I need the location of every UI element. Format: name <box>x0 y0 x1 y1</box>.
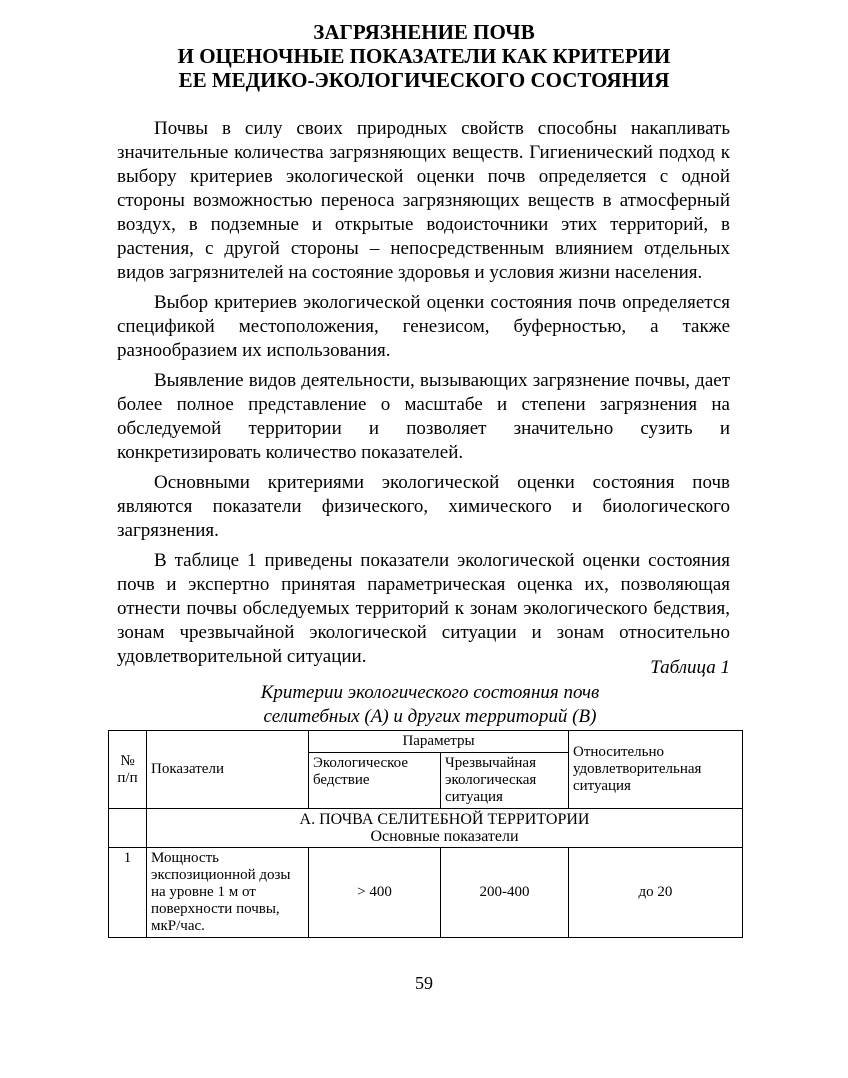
subsection-title: Основные показатели <box>370 828 519 845</box>
chapter-title <box>100 20 748 92</box>
paragraph-3: Выявление видов деятельности, вызывающих загрязнение почвы, дает более полное представление о масштабе и степени загрязнения на обследуемой территории и позволяет значительно сузить и конкретизировать количество показателей. <box>117 370 730 463</box>
paragraph-5: В таблице 1 приведены показатели экологической оценки состояния почв и экспертно принятая параметрическая оценка их, позволяющая отнести почвы обследуемых территорий к зонам экологического бедствия, зонам чрезвычайной экологической ситуации и зонам относительно удовлетворительной ситуации. <box>117 550 730 667</box>
title-line-1: ЗАГРЯЗНЕНИЕ ПОЧВ <box>313 20 535 44</box>
table-caption <box>150 681 710 729</box>
header-num: № п/п <box>109 731 147 809</box>
row-indicator: Мощность экспозиционной дозы на уровне 1 м от поверхности почвы, мкР/час. <box>147 848 309 938</box>
table-label: Таблица 1 <box>650 657 730 678</box>
page-number: 59 <box>415 973 433 993</box>
criteria-table <box>108 730 743 938</box>
header-satisfactory: Относительно удовлетворительная ситуация <box>569 731 743 809</box>
title-line-3: ЕЕ МЕДИКО-ЭКОЛОГИЧЕСКОГО СОСТОЯНИЯ <box>178 68 670 92</box>
header-row <box>109 731 743 753</box>
caption-line-1: Критерии экологического состояния почв <box>260 682 600 703</box>
row-satisfactory: до 20 <box>569 848 743 938</box>
section-empty-cell <box>109 809 147 848</box>
header-indicators: Показатели <box>147 731 309 809</box>
row-disaster: > 400 <box>309 848 441 938</box>
section-title: А. ПОЧВА СЕЛИТЕБНОЙ ТЕРРИТОРИИ <box>299 811 590 828</box>
caption-line-2: селитебных (А) и других территорий (В) <box>263 706 597 727</box>
table-row <box>109 848 743 938</box>
paragraph-2: Выбор критериев экологической оценки состояния почв определяется спецификой местоположения, генезисом, буферностью, а также разнообразием их использования. <box>117 292 730 361</box>
body-text <box>117 117 730 675</box>
title-line-2: И ОЦЕНОЧНЫЕ ПОКАЗАТЕЛИ КАК КРИТЕРИИ <box>177 44 671 68</box>
section-row <box>109 809 743 848</box>
row-emergency: 200-400 <box>441 848 569 938</box>
section-heading <box>147 809 743 848</box>
paragraph-4: Основными критериями экологической оценки состояния почв являются показатели физического, химического и биологического загрязнения. <box>117 472 730 541</box>
header-emergency: Чрезвычайная экологическая ситуация <box>441 753 569 809</box>
row-num: 1 <box>109 848 147 938</box>
header-disaster: Экологическое бедствие <box>309 753 441 809</box>
paragraph-1: Почвы в силу своих природных свойств способны накапливать значительные количества загрязняющих веществ. Гигиенический подход к выбору критериев экологической оценки почв определяется с одной стороны возможностью переноса загрязняющих веществ в атмосферный воздух, в подземные и открытые водоисточники этих территорий, в растения, с другой стороны – непосредственным влиянием отдельных видов загрязнителей на состояние здоровья и условия жизни населения. <box>117 118 730 283</box>
header-parameters: Параметры <box>309 731 569 753</box>
